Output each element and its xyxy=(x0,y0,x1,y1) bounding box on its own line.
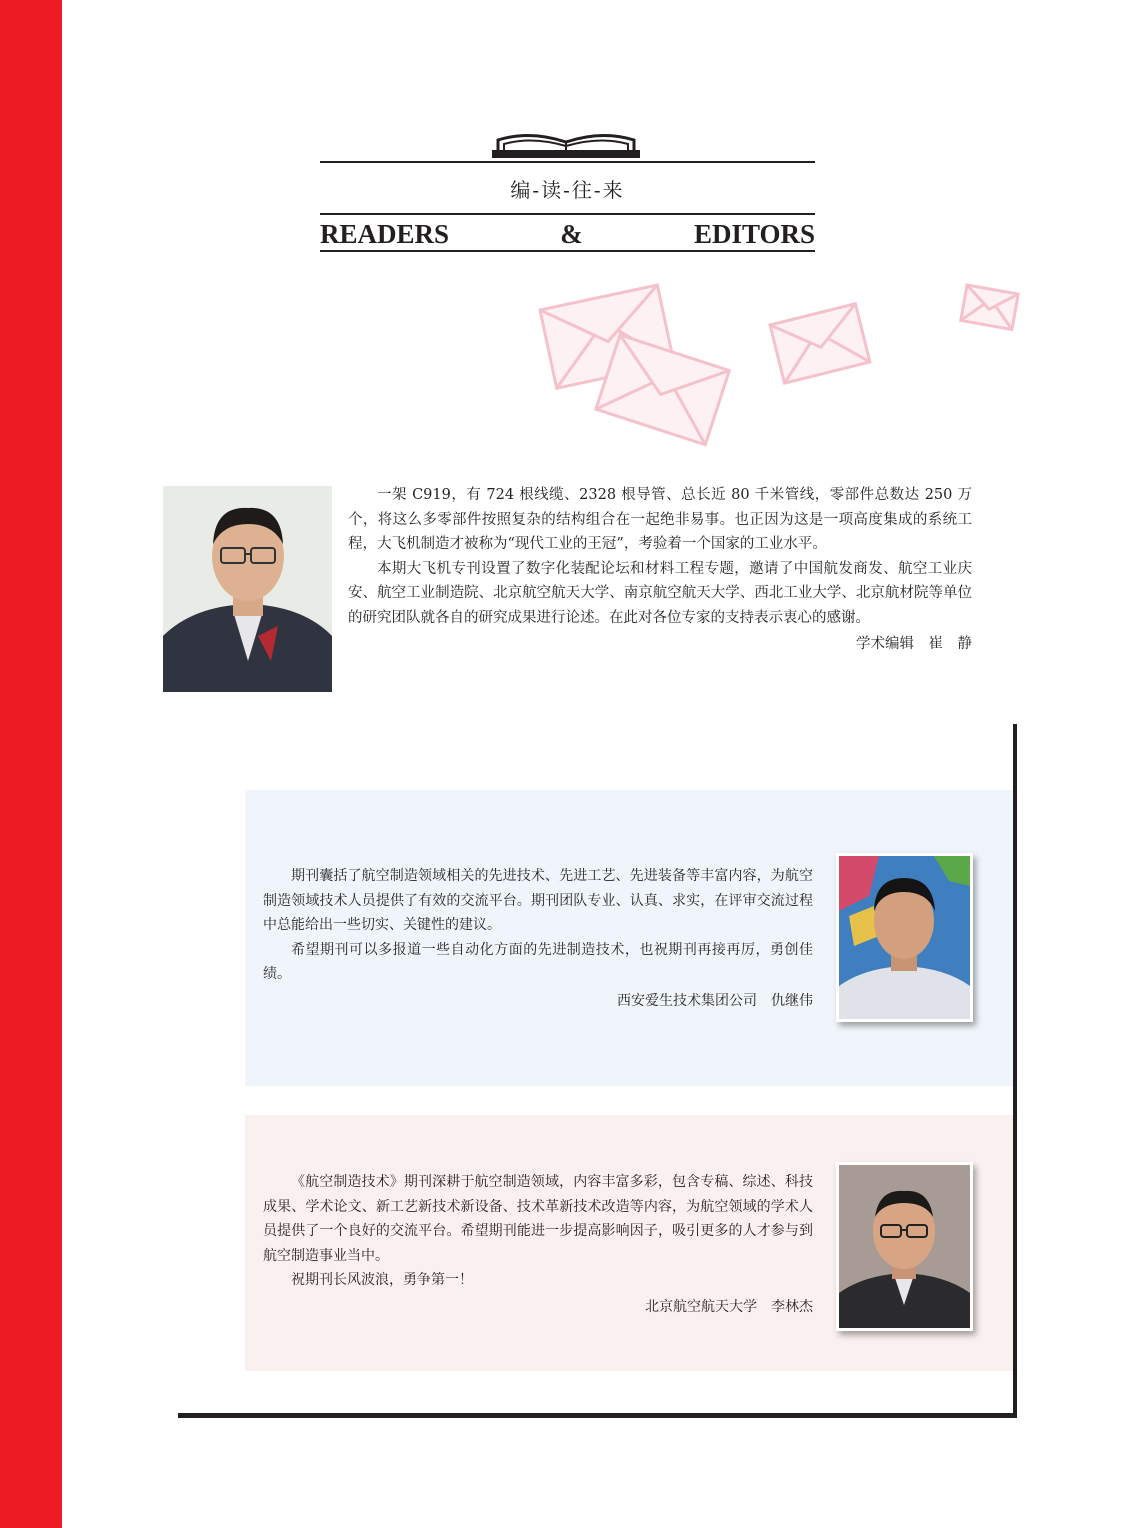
title-word-ampersand: & xyxy=(560,218,583,249)
editor-letter xyxy=(348,483,972,657)
editor-letter-paragraph: 本期大飞机专刊设置了数字化装配论坛和材料工程专题，邀请了中国航发商发、航空工业庆安、航空工业制造院、北京航空航天大学、南京航空航天大学、西北工业大学、北京航材院等单位的研究团队就各自的研究成果进行论述。在此对各位专家的支持表示衷心的感谢。 xyxy=(348,560,972,626)
title-word-readers: READERS xyxy=(320,218,450,249)
reader-letter-1-paragraph: 希望期刊可以多报道一些自动化方面的先进制造技术，也祝期刊再接再厉，勇创佳绩。 xyxy=(263,941,813,982)
reader-letter-1 xyxy=(263,864,813,1013)
section-title-chinese: 编-读-往-来 xyxy=(510,178,625,202)
left-red-bar xyxy=(0,0,62,1528)
reader-letter-2-paragraph: 《航空制造技术》期刊深耕于航空制造领域，内容丰富多彩，包含专稿、综述、科技成果、学术论文、新工艺新技术新设备、技术革新技术改造等内容，为航空领域的学术人员提供了一个良好的交流平台。希望期刊能进一步提高影响因子，吸引更多的人才参与到航空制造事业当中。 xyxy=(263,1174,813,1264)
reader-letter-2-paragraph: 祝期刊长风波浪，勇争第一！ xyxy=(291,1272,473,1288)
reader-letter-1-paragraph: 期刊囊括了航空制造领域相关的先进技术、先进工艺、先进装备等丰富内容，为航空制造领域技术人员提供了有效的交流平台。期刊团队专业、认真、求实，在评审交流过程中总能给出一些切实、关键性的建议。 xyxy=(263,868,813,933)
header-bottom-rule xyxy=(320,250,815,252)
frame-right-border xyxy=(1013,724,1017,1418)
editor-portrait-photo xyxy=(163,486,332,692)
editor-signature: 学术编辑 崔 静 xyxy=(856,636,972,652)
title-word-editors: EDITORS xyxy=(693,218,815,249)
section-title-english xyxy=(320,218,815,250)
header-middle-rule xyxy=(320,213,815,215)
open-book-icon xyxy=(490,130,642,160)
envelope-illustration xyxy=(530,280,1030,450)
reader-1-signature: 西安爱生技术集团公司 仇继伟 xyxy=(617,992,813,1009)
frame-bottom-border xyxy=(178,1413,1017,1418)
header-top-rule xyxy=(320,161,815,163)
editor-letter-paragraph: 一架 C919，有 724 根线缆、2328 根导管、总长近 80 千米管线，零部件总数达 250 万个，将这么多零部件按照复杂的结构组合在一起绝非易事。也正因为这是一项高度集成的系统工程，大飞机制造才被称为“现代工业的王冠”，考验着一个国家的工业水平。 xyxy=(348,487,972,552)
reader-1-portrait-photo xyxy=(836,853,973,1022)
envelope-icon xyxy=(540,285,1018,445)
reader-2-signature: 北京航空航天大学 李林杰 xyxy=(645,1298,813,1315)
reader-2-portrait-photo xyxy=(836,1162,973,1331)
reader-letter-2 xyxy=(263,1170,813,1319)
